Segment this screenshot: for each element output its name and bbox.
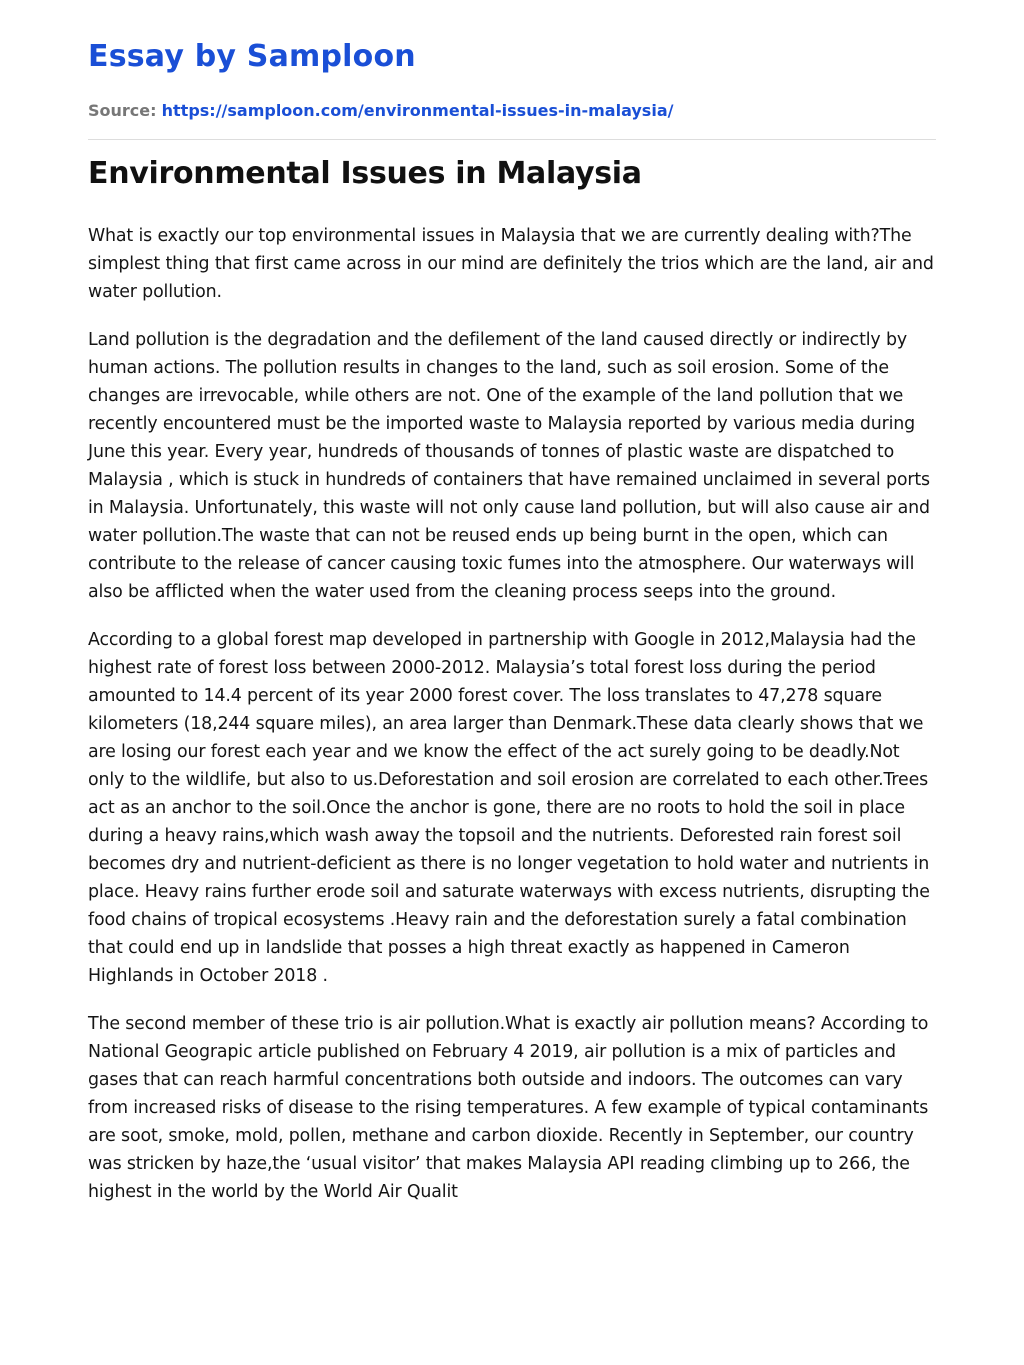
source-label: Source:: [88, 101, 157, 120]
essay-body: [88, 222, 936, 1206]
source-line: [88, 100, 936, 122]
essay-title: Environmental Issues in Malaysia: [88, 156, 642, 191]
site-brand[interactable]: Essay by Samploon: [88, 39, 416, 74]
essay-paragraph-2: Land pollution is the degradation and the defilement of the land caused directly or indirectly by human actions. The pollution results in changes to the land, such as soil erosion. Some of the changes are irrevocable, while others are not. One of the example of the land pollution that we recently encountered must be the imported waste to Malaysia reported by various media during June this year. Every year, hundreds of thousands of tonnes of plastic waste are dispatched to Malaysia , which is stuck in hundreds of containers that have remained unclaimed in several ports in Malaysia. Unfortunately, this waste will not only cause land pollution, but will also cause air and water pollution.The waste that can not be reused ends up being burnt in the open, which can contribute to the release of cancer causing toxic fumes into the atmosphere. Our waterways will also be afflicted when the water used from the cleaning process seeps into the ground.: [88, 330, 930, 602]
essay-paragraph-4: The second member of these trio is air pollution.What is exactly air pollution means? According to National Geograpic article published on February 4 2019, air pollution is a mix of particles and gases that can reach harmful concentrations both outside and indoors. The outcomes can vary from increased risks of disease to the rising temperatures. A few example of typical contaminants are soot, smoke, mold, pollen, methane and carbon dioxide. Recently in September, our country was stricken by haze,the ‘usual visitor’ that makes Malaysia API reading climbing up to 266, the highest in the world by the World Air Qualit: [88, 1014, 929, 1202]
essay-paragraph-1: What is exactly our top environmental issues in Malaysia that we are currently dealing with?The simplest thing that first came across in our mind are definitely the trios which are the land, air and water pollution.: [88, 226, 934, 302]
source-link[interactable]: https://samploon.com/environmental-issues-in-malaysia/: [161, 101, 674, 120]
header-divider: [88, 139, 936, 140]
essay-page: [88, 0, 936, 1226]
essay-paragraph-3: According to a global forest map developed in partnership with Google in 2012,Malaysia had the highest rate of forest loss between 2000-2012. Malaysia’s total forest loss during the period amounted to 14.4 percent of its year 2000 forest cover. The loss translates to 47,278 square kilometers (18,244 square miles), an area larger than Denmark.These data clearly shows that we are losing our forest each year and we know the effect of the act surely going to be deadly.Not only to the wildlife, but also to us.Deforestation and soil erosion are correlated to each other.Trees act as an anchor to the soil.Once the anchor is gone, there are no roots to hold the soil in place during a heavy rains,which wash away the topsoil and the nutrients. Deforested rain forest soil becomes dry and nutrient-deficient as there is no longer vegetation to hold water and nutrients in place. Heavy rains further erode soil and saturate waterways with excess nutrients, disrupting the food chains of tropical ecosystems .Heavy rain and the deforestation surely a fatal combination that could end up in landslide that posses a high threat exactly as happened in Cameron Highlands in October 2018 .: [88, 630, 930, 986]
